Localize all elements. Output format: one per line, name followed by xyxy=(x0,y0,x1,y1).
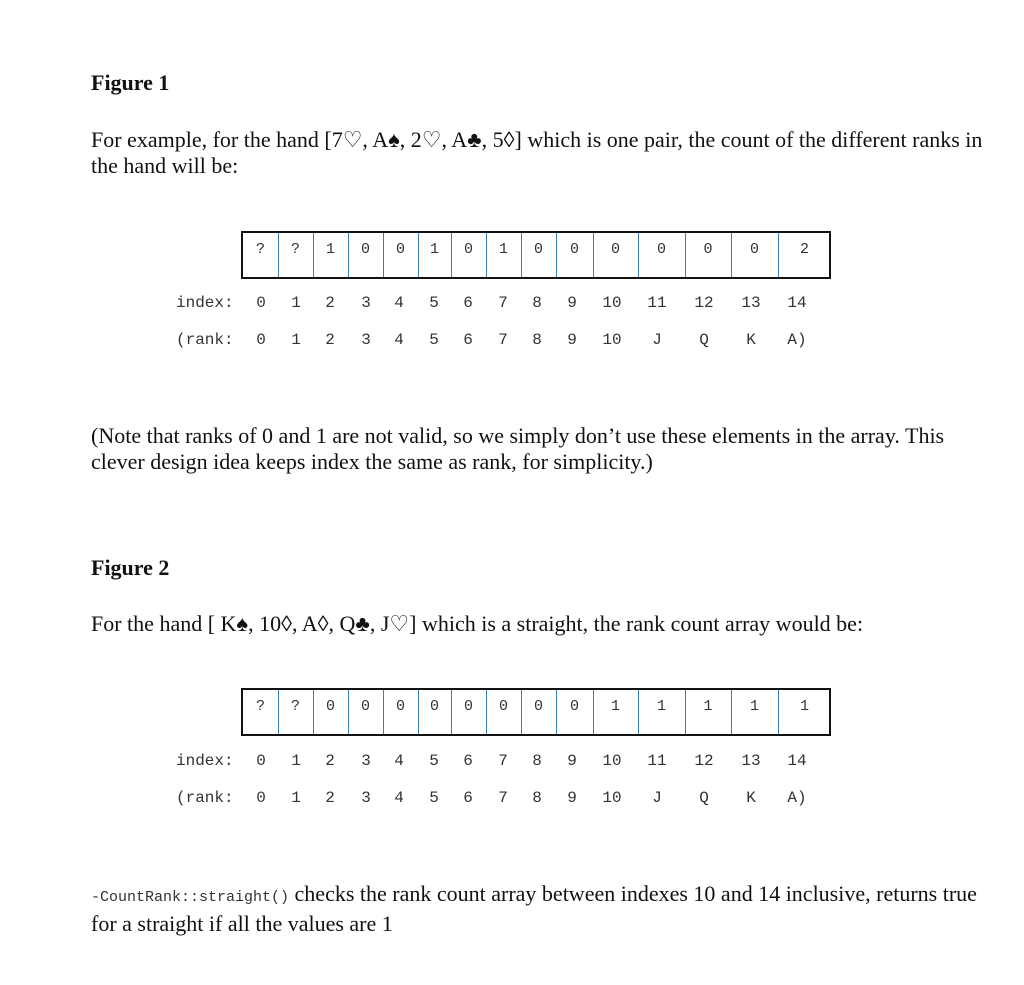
rank-label: 2 xyxy=(325,331,335,349)
array-cell: 0 xyxy=(325,698,335,715)
index-label: 14 xyxy=(787,752,807,770)
cell-divider xyxy=(383,233,384,277)
array-cell: 1 xyxy=(498,241,508,258)
rank-label: K xyxy=(746,331,756,349)
index-label: 3 xyxy=(361,294,371,312)
index-label: 4 xyxy=(394,752,404,770)
index-label: 8 xyxy=(532,752,542,770)
cell-divider xyxy=(451,690,452,734)
index-label: 0 xyxy=(256,752,266,770)
index-label: 5 xyxy=(429,294,439,312)
array-cell: 1 xyxy=(799,698,809,715)
index-label: 0 xyxy=(256,294,266,312)
cell-divider xyxy=(521,690,522,734)
cell-divider xyxy=(278,690,279,734)
cell-divider xyxy=(778,690,779,734)
figure1-title: Figure 1 xyxy=(91,70,170,95)
rank-label-prefix: (rank: xyxy=(176,331,234,349)
array-cell: 0 xyxy=(569,698,579,715)
rank-label-prefix: (rank: xyxy=(176,789,234,807)
array-cell: 0 xyxy=(610,241,620,258)
array-cell: 1 xyxy=(749,698,759,715)
array-cell: 1 xyxy=(656,698,666,715)
array-cell: 0 xyxy=(429,698,439,715)
cell-divider xyxy=(278,233,279,277)
array-cell: 0 xyxy=(360,698,370,715)
cell-divider xyxy=(418,233,419,277)
rank-label: K xyxy=(746,789,756,807)
index-label: 7 xyxy=(498,294,508,312)
rank-label: 6 xyxy=(463,331,473,349)
rank-label: 10 xyxy=(602,331,622,349)
cell-divider xyxy=(638,233,639,277)
index-label: 6 xyxy=(463,752,473,770)
array-cell: 0 xyxy=(703,241,713,258)
index-label: 12 xyxy=(694,294,714,312)
rank-label: 2 xyxy=(325,789,335,807)
cell-divider xyxy=(556,233,557,277)
figure2-title: Figure 2 xyxy=(91,555,170,580)
rank-label: 7 xyxy=(498,331,508,349)
figure1-note: (Note that ranks of 0 and 1 are not valid, so we simply don’t use these elements in the array. This clever design idea keeps index the same as rank, for simplicity.) xyxy=(91,423,945,474)
array-cell: 1 xyxy=(429,241,439,258)
array-cell: 2 xyxy=(799,241,809,258)
array-cell: 0 xyxy=(395,698,405,715)
index-label: 12 xyxy=(694,752,714,770)
index-label-prefix: index: xyxy=(176,752,234,770)
rank-label: 8 xyxy=(532,789,542,807)
rank-label: 3 xyxy=(361,789,371,807)
rank-label: Q xyxy=(699,331,709,349)
rank-label: 8 xyxy=(532,331,542,349)
cell-divider xyxy=(383,690,384,734)
index-label: 1 xyxy=(291,294,301,312)
index-label: 9 xyxy=(567,752,577,770)
array-cell: ? xyxy=(290,241,300,258)
cell-divider xyxy=(778,233,779,277)
array-cell: 1 xyxy=(325,241,335,258)
rank-label: 0 xyxy=(256,331,266,349)
rank-label: A) xyxy=(787,789,807,807)
array-cell: 0 xyxy=(463,241,473,258)
array-cell: ? xyxy=(255,241,265,258)
array-cell: 0 xyxy=(463,698,473,715)
figure2-intro: For the hand [ K♠, 10◊, A◊, Q♣, J♡] which is a straight, the rank count array would be: xyxy=(91,611,864,636)
array-cell: 0 xyxy=(749,241,759,258)
rank-label: 7 xyxy=(498,789,508,807)
rank-label: J xyxy=(652,331,662,349)
cell-divider xyxy=(418,690,419,734)
index-label: 3 xyxy=(361,752,371,770)
rank-label: 9 xyxy=(567,789,577,807)
rank-count-array-1 xyxy=(241,231,831,279)
cell-divider xyxy=(521,233,522,277)
array-cell: 0 xyxy=(533,698,543,715)
array-cell: ? xyxy=(290,698,300,715)
rank-count-array-2 xyxy=(241,688,831,736)
array-cell: 0 xyxy=(395,241,405,258)
footer-paragraph xyxy=(91,881,991,937)
array-cell: 0 xyxy=(656,241,666,258)
figure1-intro: For example, for the hand [7♡, A♠, 2♡, A♣, 5◊] which is one pair, the count of the different ranks in the hand will be: xyxy=(91,127,983,178)
cell-divider xyxy=(451,233,452,277)
cell-divider xyxy=(685,690,686,734)
rank-label: 9 xyxy=(567,331,577,349)
cell-divider xyxy=(348,233,349,277)
index-label: 1 xyxy=(291,752,301,770)
rank-label: 1 xyxy=(291,789,301,807)
index-label: 14 xyxy=(787,294,807,312)
index-label: 8 xyxy=(532,294,542,312)
index-label: 10 xyxy=(602,294,622,312)
index-label: 9 xyxy=(567,294,577,312)
rank-label: 4 xyxy=(394,331,404,349)
rank-label: 5 xyxy=(429,789,439,807)
array-cell: 0 xyxy=(569,241,579,258)
rank-label: A) xyxy=(787,331,807,349)
array-cell: 0 xyxy=(498,698,508,715)
function-name: -CountRank::straight() xyxy=(91,889,290,906)
rank-label: 3 xyxy=(361,331,371,349)
cell-divider xyxy=(731,690,732,734)
rank-label: J xyxy=(652,789,662,807)
rank-label: 4 xyxy=(394,789,404,807)
rank-label: 1 xyxy=(291,331,301,349)
rank-label: Q xyxy=(699,789,709,807)
rank-label: 0 xyxy=(256,789,266,807)
index-label: 13 xyxy=(741,752,761,770)
cell-divider xyxy=(556,690,557,734)
rank-label: 5 xyxy=(429,331,439,349)
array-cell: ? xyxy=(255,698,265,715)
array-cell: 1 xyxy=(703,698,713,715)
cell-divider xyxy=(486,233,487,277)
cell-divider xyxy=(313,690,314,734)
array-cell: 1 xyxy=(610,698,620,715)
cell-divider xyxy=(313,233,314,277)
cell-divider xyxy=(638,690,639,734)
rank-label: 10 xyxy=(602,789,622,807)
index-label: 2 xyxy=(325,752,335,770)
index-label: 5 xyxy=(429,752,439,770)
rank-label: 6 xyxy=(463,789,473,807)
cell-divider xyxy=(731,233,732,277)
index-label-prefix: index: xyxy=(176,294,234,312)
cell-divider xyxy=(685,233,686,277)
index-label: 4 xyxy=(394,294,404,312)
cell-divider xyxy=(593,233,594,277)
index-label: 13 xyxy=(741,294,761,312)
index-label: 10 xyxy=(602,752,622,770)
index-label: 7 xyxy=(498,752,508,770)
footer-text: checks the rank count array between indexes 10 and 14 inclusive, returns true for a straight if all the values are 1 xyxy=(91,881,977,936)
array-cell: 0 xyxy=(533,241,543,258)
index-label: 6 xyxy=(463,294,473,312)
cell-divider xyxy=(348,690,349,734)
index-label: 2 xyxy=(325,294,335,312)
index-label: 11 xyxy=(647,294,667,312)
index-label: 11 xyxy=(647,752,667,770)
cell-divider xyxy=(486,690,487,734)
cell-divider xyxy=(593,690,594,734)
array-cell: 0 xyxy=(360,241,370,258)
